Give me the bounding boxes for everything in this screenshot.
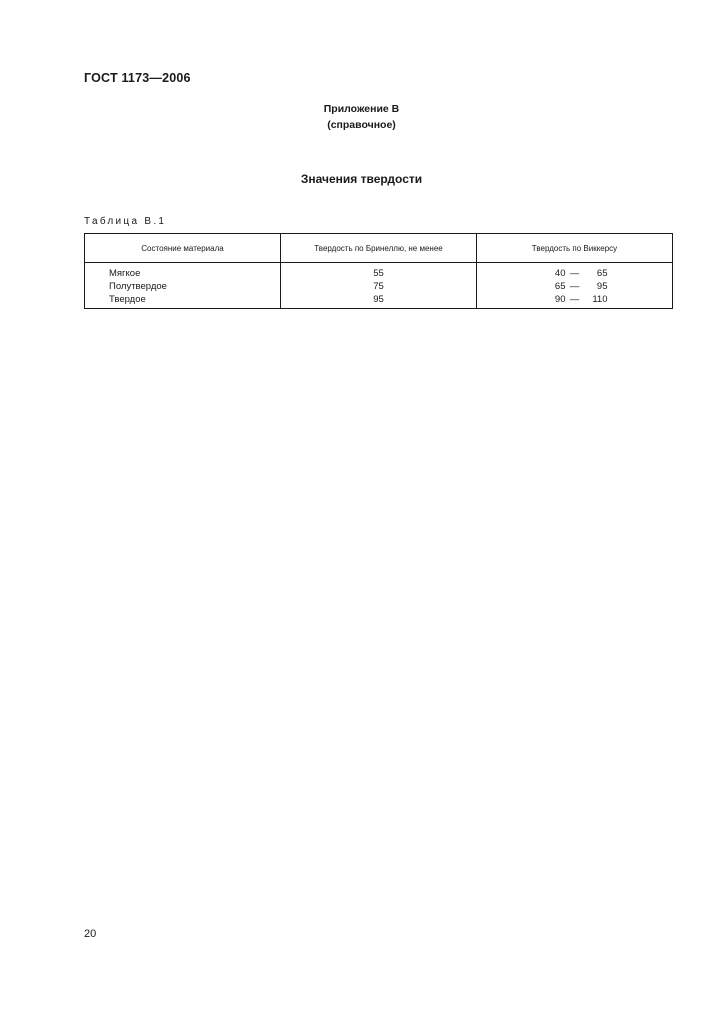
hardness-table xyxy=(84,233,673,309)
annex-status: (справочное) xyxy=(327,119,396,131)
column-header-vickers: Твердость по Виккерсу xyxy=(477,234,673,263)
cell-material-state: Твердое xyxy=(85,293,281,309)
vickers-min: 90 xyxy=(554,294,566,305)
column-header-brinell: Твердость по Бринеллю, не менее xyxy=(281,234,477,263)
cell-material-state: Мягкое xyxy=(85,263,281,281)
cell-vickers xyxy=(477,263,673,281)
column-header-material-state: Состояние материала xyxy=(85,234,281,263)
range-dash: — xyxy=(569,281,580,292)
vickers-min: 65 xyxy=(554,281,566,292)
section-heading: Значения твердости xyxy=(300,172,423,186)
range-dash: — xyxy=(569,268,580,279)
cell-brinell: 75 xyxy=(281,280,477,293)
vickers-range xyxy=(535,280,615,293)
cell-vickers xyxy=(477,280,673,293)
table-row xyxy=(85,263,673,281)
table-header-row xyxy=(85,234,673,263)
table-row xyxy=(85,280,673,293)
cell-brinell: 55 xyxy=(281,263,477,281)
vickers-max: 65 xyxy=(596,268,608,279)
cell-vickers xyxy=(477,293,673,309)
vickers-max: 95 xyxy=(596,281,608,292)
vickers-range xyxy=(535,293,615,306)
cell-brinell: 95 xyxy=(281,293,477,309)
cell-material-state: Полутвердое xyxy=(85,280,281,293)
vickers-range xyxy=(535,267,615,280)
hardness-table-wrapper xyxy=(84,233,672,309)
annex-title: Приложение В xyxy=(323,103,400,115)
annex-block xyxy=(0,101,723,133)
page-number: 20 xyxy=(84,928,97,940)
vickers-min: 40 xyxy=(554,268,566,279)
vickers-max: 110 xyxy=(592,294,608,305)
range-dash: — xyxy=(569,294,580,305)
table-row xyxy=(85,293,673,309)
document-header: ГОСТ 1173—2006 xyxy=(84,71,191,85)
table-caption: Таблица В.1 xyxy=(84,216,167,227)
